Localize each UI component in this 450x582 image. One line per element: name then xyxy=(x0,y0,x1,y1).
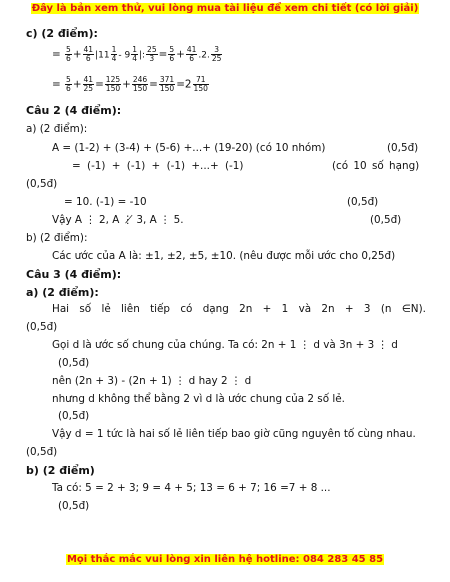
fraction: $\frac{1}{4}$ xyxy=(132,45,137,63)
q3-b-line-1: Ta có: 5 = 2 + 3; 9 = 4 + 5; 13 = 6 + 7; 16 =7 + 8 ... xyxy=(52,482,331,494)
score: (0,5đ) xyxy=(26,321,58,333)
q2-b-line-1: Các ước của A là: ±1, ±2, ±5, ±10. (nêu được mỗi ước cho 0,25đ) xyxy=(52,250,396,262)
preview-banner: Đây là bản xem thử, vui lòng mua tài liệu để xem chi tiết (có lời giải) xyxy=(31,3,419,14)
q2-b-label: b) (2 điểm): xyxy=(26,232,88,244)
q3-a-line-3: nên (2n + 3) - (2n + 1) ⋮ d hay 2 ⋮ d xyxy=(52,375,252,387)
q3-a-line-2: Gọi d là ước số chung của chúng. Ta có: 2n + 1 ⋮ d và 3n + 3 ⋮ d xyxy=(52,339,398,351)
q2-a-line-4: Vậy A ⋮ 2, A ⋮̸ 3, A ⋮ 5. xyxy=(52,214,184,226)
score: (0,5đ) xyxy=(58,357,90,369)
fraction: $\frac{41}{25}$ xyxy=(83,75,94,93)
fraction: $\frac{5}{6}$ xyxy=(66,45,71,63)
note: (có 10 số hạng) xyxy=(332,160,420,172)
q3-a-line-5: Vậy d = 1 tức là hai số lẻ liên tiếp bao giờ cũng nguyên tố cùng nhau. xyxy=(52,428,416,440)
score: (0,5đ) xyxy=(26,178,58,190)
fraction: $\frac{5}{6}$ xyxy=(169,45,175,63)
score: (0,5đ) xyxy=(26,446,58,458)
score: (0,5đ) xyxy=(347,196,379,208)
fraction: $\frac{71}{150}$ xyxy=(193,75,208,93)
fraction: $\frac{125}{150}$ xyxy=(105,75,121,93)
q2-a-line-1: A = (1-2) + (3-4) + (5-6) +...+ (19-20) (có 10 nhóm) xyxy=(52,142,326,154)
score: (0,5đ) xyxy=(370,214,402,226)
hotline-banner: Mọi thắc mắc vui lòng xin liên hệ hotline: 084 283 45 85 xyxy=(66,554,384,565)
fraction: $\frac{246}{150}$ xyxy=(132,75,148,93)
q3-a-line-1: Hai số lẻ liên tiếp có dạng 2n + 1 và 2n + 3 (n ∈N). xyxy=(52,303,426,315)
q3-a-line-4: nhưng d không thể bằng 2 vì d là ước chung của 2 số lẻ. xyxy=(52,393,345,405)
fraction: $\frac{41}{6}$ xyxy=(83,45,94,63)
fraction: $\frac{25}{3}$ xyxy=(147,45,157,63)
fraction: $\frac{41}{6}$ xyxy=(186,45,197,63)
part-c-line-1: = $\frac{5}{6}$ + $\frac{41}{6}$ |11 $\frac{1}{4}$ - 9 $\frac{1}{4}$ |: $\frac{25}{3}$ = $\frac{5}{6}$ + $\frac{41}{6}$ .2. $\frac{3}{25}$ xyxy=(52,45,222,63)
q2-a-line-2: = (-1) + (-1) + (-1) +...+ (-1) xyxy=(72,160,244,172)
part-c-line-2: = $\frac{5}{6}$ + $\frac{41}{25}$ = $\frac{125}{150}$ + $\frac{246}{150}$ = $\frac{371}{150}$ =2 $\frac{71}{150}$ xyxy=(52,75,208,93)
score: (0,5đ) xyxy=(387,142,419,154)
q3-heading: Câu 3 (4 điểm): xyxy=(26,268,122,281)
q2-a-label: a) (2 điểm): xyxy=(26,123,88,135)
score: (0,5đ) xyxy=(58,410,90,422)
fraction: $\frac{1}{4}$ xyxy=(111,45,117,63)
fraction: $\frac{5}{6}$ xyxy=(66,75,71,93)
q3-a-label: a) (2 điểm): xyxy=(26,286,99,299)
part-c-heading: c) (2 điểm): xyxy=(26,27,98,40)
q2-a-line-3: = 10. (-1) = -10 xyxy=(64,196,147,208)
score: (0,5đ) xyxy=(58,500,90,512)
q3-b-label: b) (2 điểm) xyxy=(26,464,95,477)
fraction: $\frac{3}{25}$ xyxy=(211,45,222,63)
q2-heading: Câu 2 (4 điểm): xyxy=(26,104,122,117)
fraction: $\frac{371}{150}$ xyxy=(159,75,175,93)
